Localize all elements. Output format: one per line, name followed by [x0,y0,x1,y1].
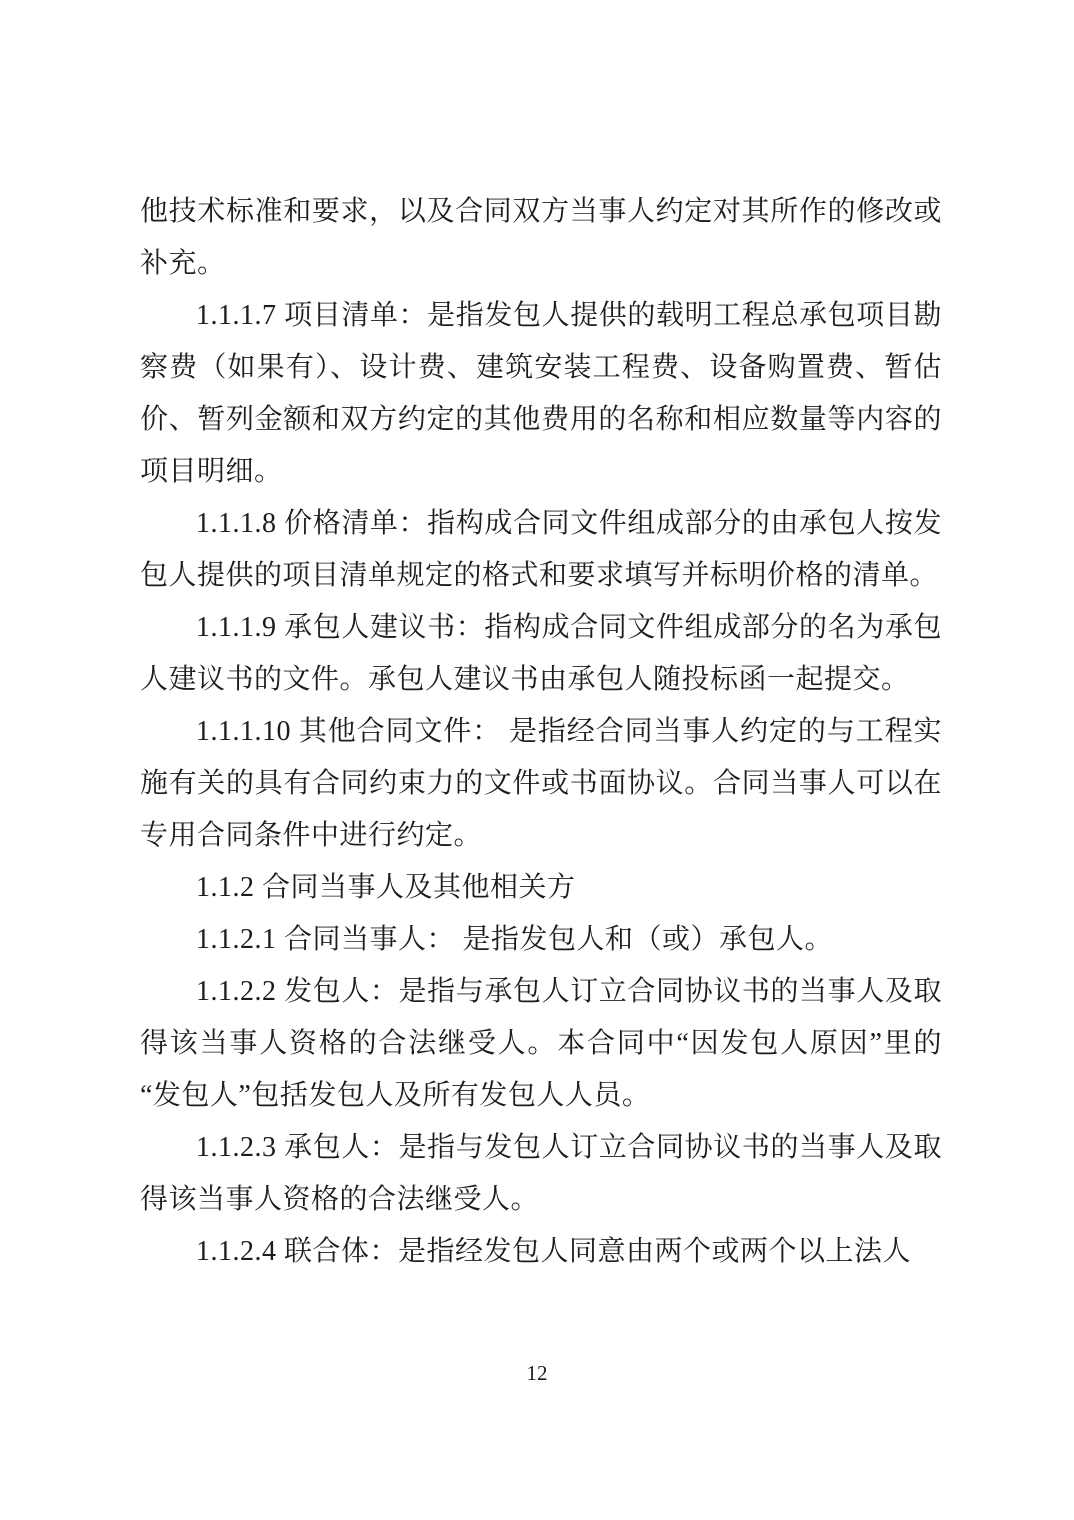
paragraph-clause-1-1-2-2: 1.1.2.2 发包人：是指与承包人订立合同协议书的当事人及取得该当事人资格的合法继受人。本合同中“因发包人原因”里的“发包人”包括发包人及所有发包人人员。 [140,976,942,1111]
paragraph-clause-1-1-1-8: 1.1.1.8 价格清单：指构成合同文件组成部分的由承包人按发包人提供的项目清单规定的格式和要求填写并标明价格的清单。 [140,508,942,591]
paragraph-clause-1-1-2-3: 1.1.2.3 承包人：是指与发包人订立合同协议书的当事人及取得该当事人资格的合法继受人。 [140,1132,942,1215]
paragraph-clause-1-1-2-4: 1.1.2.4 联合体：是指经发包人同意由两个或两个以上法人 [196,1236,912,1267]
paragraph-clause-1-1-1-9: 1.1.1.9 承包人建议书：指构成合同文件组成部分的名为承包人建议书的文件。承包人建议书由承包人随投标函一起提交。 [140,612,942,695]
paragraph-clause-1-1-2-1: 1.1.2.1 合同当事人： 是指发包人和（或）承包人。 [196,924,834,955]
page-number: 12 [526,1361,548,1385]
paragraph-continuation: 他技术标准和要求，以及合同双方当事人约定对其所作的修改或补充。 [140,196,942,279]
heading-clause-1-1-2: 1.1.2 合同当事人及其他相关方 [196,872,576,903]
document-body [140,186,942,1278]
paragraph-clause-1-1-1-10: 1.1.1.10 其他合同文件： 是指经合同当事人约定的与工程实施有关的具有合同约束力的文件或书面协议。合同当事人可以在专用合同条件中进行约定。 [140,716,942,851]
paragraph-clause-1-1-1-7: 1.1.1.7 项目清单：是指发包人提供的载明工程总承包项目勘察费（如果有）、设计费、建筑安装工程费、设备购置费、暂估价、暂列金额和双方约定的其他费用的名称和相应数量等内容的项目明细。 [140,300,942,487]
